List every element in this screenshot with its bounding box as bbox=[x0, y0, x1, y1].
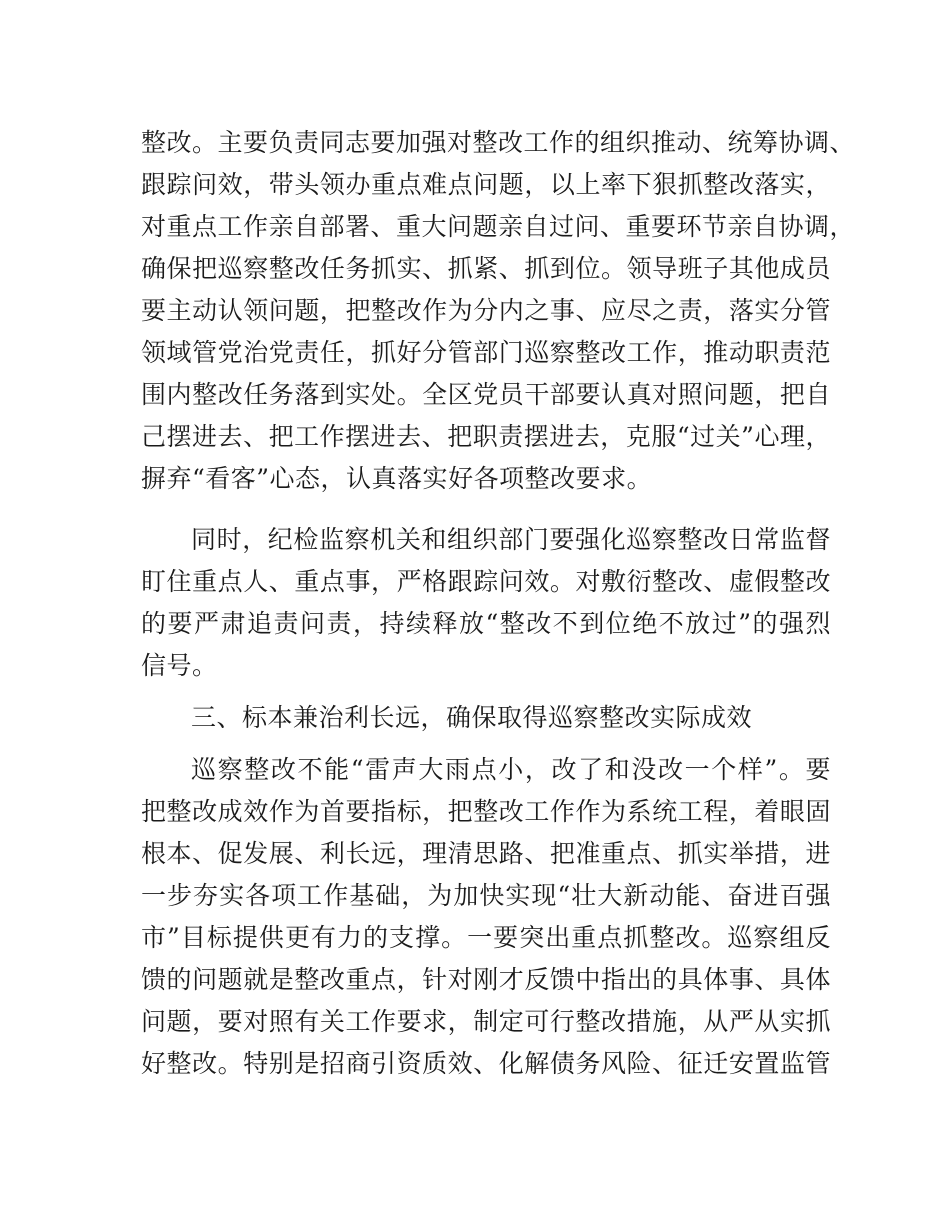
text-line: 己摆进去、把工作摆进去、把职责摆进去，克服“过关”心理， bbox=[141, 422, 831, 451]
text-line: 确保把巡察整改任务抓实、抓紧、抓到位。领导班子其他成员 bbox=[141, 254, 831, 283]
text-line: 领域管党治党责任，抓好分管部门巡察整改工作，推动职责范 bbox=[141, 338, 831, 367]
text-line: 根本、促发展、利长远，理清思路、把准重点、抓实举措，进 bbox=[141, 839, 831, 868]
text-line: 要主动认领问题，把整改作为分内之事、应尽之责，落实分管 bbox=[141, 296, 831, 325]
text-line: 整改。主要负责同志要加强对整改工作的组织推动、统筹协调、 bbox=[141, 128, 856, 157]
text-line: 问题，要对照有关工作要求，制定可行整改措施，从严从实抓 bbox=[141, 1007, 831, 1036]
text-line: 一步夯实各项工作基础，为加快实现“壮大新动能、奋进百强 bbox=[141, 881, 831, 910]
text-line: 把整改成效作为首要指标，把整改工作作为系统工程，着眼固 bbox=[141, 797, 831, 826]
text-line: 围内整改任务落到实处。全区党员干部要认真对照问题，把自 bbox=[141, 380, 831, 409]
text-line: 同时，纪检监察机关和组织部门要强化巡察整改日常监督 bbox=[191, 525, 831, 554]
text-line: 对重点工作亲自部署、重大问题亲自过问、重要环节亲自协调， bbox=[141, 212, 856, 241]
text-line: 市”目标提供更有力的支撑。一要突出重点抓整改。巡察组反 bbox=[141, 923, 831, 952]
text-line: 巡察整改不能“雷声大雨点小，改了和没改一个样”。要 bbox=[191, 755, 831, 784]
text-line: 的要严肃追责问责，持续释放“整改不到位绝不放过”的强烈 bbox=[141, 609, 831, 638]
text-line: 盯住重点人、重点事，严格跟踪问效。对敷衍整改、虚假整改 bbox=[141, 567, 831, 596]
text-line: 跟踪问效，带头领办重点难点问题，以上率下狠抓整改落实， bbox=[141, 170, 831, 199]
text-line: 馈的问题就是整改重点，针对刚才反馈中指出的具体事、具体 bbox=[141, 965, 831, 994]
text-line: 好整改。特别是招商引资质效、化解债务风险、征迁安置监管 bbox=[141, 1049, 831, 1078]
section-heading: 三、标本兼治利长远，确保取得巡察整改实际成效 bbox=[191, 703, 753, 732]
text-line: 摒弃“看客”心态，认真落实好各项整改要求。 bbox=[141, 464, 653, 493]
text-line: 信号。 bbox=[141, 651, 218, 680]
